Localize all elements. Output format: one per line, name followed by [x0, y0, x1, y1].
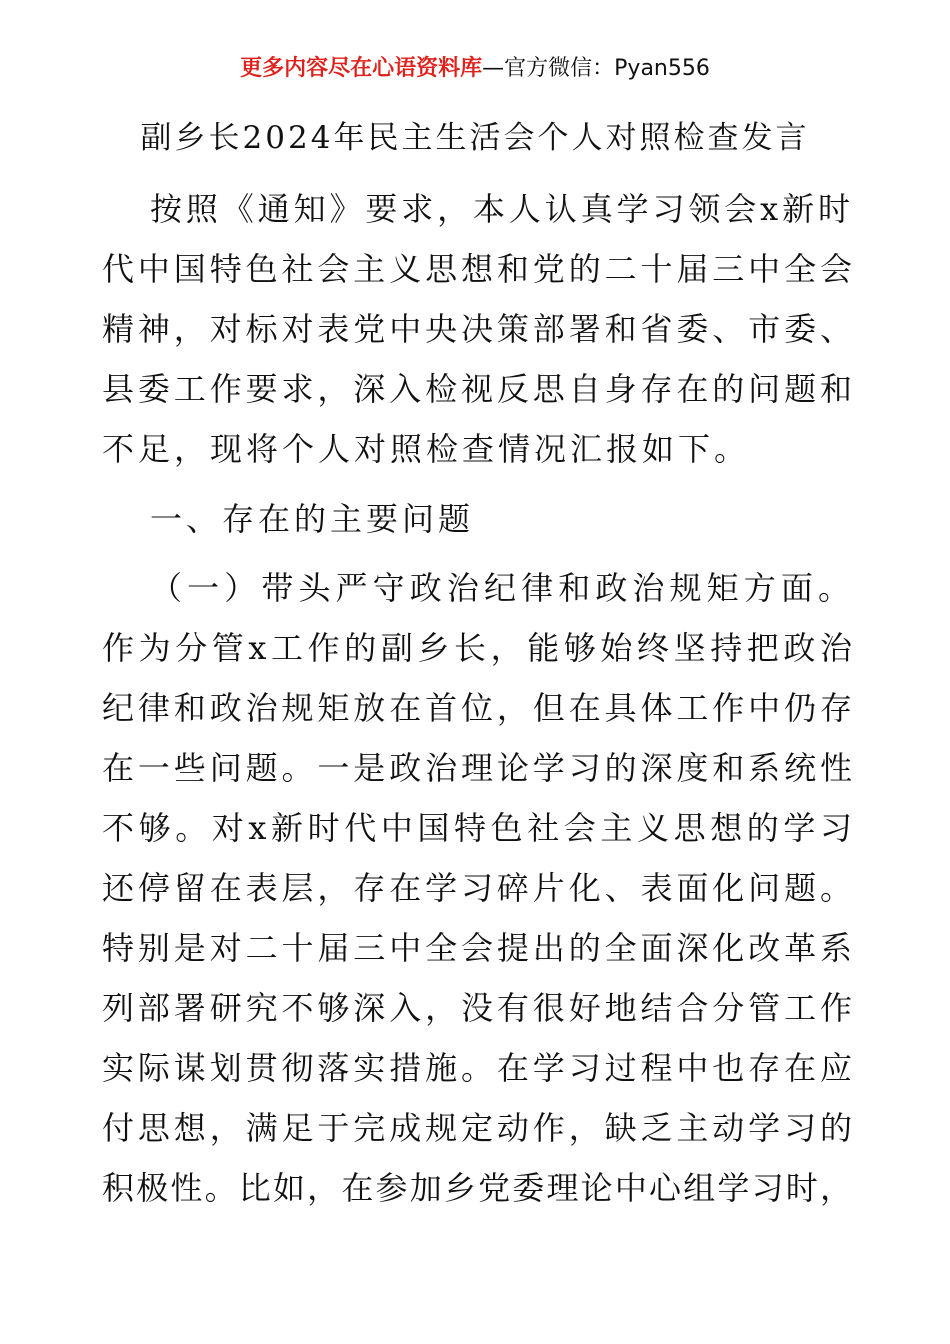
section-heading: 一、存在的主要问题: [150, 500, 475, 538]
paragraph-line: 不足，现将个人对照检查情况汇报如下。: [102, 430, 751, 468]
banner-red-text: 更多内容尽在心语资料库: [240, 56, 483, 81]
paragraph-line: 不够。对x新时代中国特色社会主义思想的学习: [102, 809, 852, 847]
paragraph-line: 特别是对二十届三中全会提出的全面深化改革系: [102, 929, 852, 967]
banner-wechat-text: —官方微信：Pyan556: [482, 56, 710, 81]
paragraph-line: 按照《通知》要求，本人认真学习领会x新时: [150, 190, 850, 228]
paragraph-line: 列部署研究不够深入，没有很好地结合分管工作: [102, 989, 852, 1027]
paragraph-line: 代中国特色社会主义思想和党的二十届三中全会: [102, 250, 852, 288]
paragraph-line: 县委工作要求，深入检视反思自身存在的问题和: [102, 370, 852, 408]
document-title: 副乡长2024年民主生活会个人对照检查发言: [140, 120, 810, 156]
paragraph-line: 积极性。比如，在参加乡党委理论中心组学习时，: [102, 1169, 852, 1207]
paragraph-line: 在一些问题。一是政治理论学习的深度和系统性: [102, 749, 852, 787]
source-banner: [0, 54, 950, 84]
paragraph-line: 精神，对标对表党中央决策部署和省委、市委、: [102, 310, 852, 348]
paragraph-line: 纪律和政治规矩放在首位，但在具体工作中仍存: [102, 689, 852, 727]
subsection-heading: （一）带头严守政治纪律和政治规矩方面。: [150, 569, 850, 607]
paragraph-line: 付思想，满足于完成规定动作，缺乏主动学习的: [102, 1109, 852, 1147]
paragraph-line: 作为分管x工作的副乡长，能够始终坚持把政治: [102, 629, 852, 667]
paragraph-line: 还停留在表层，存在学习碎片化、表面化问题。: [102, 869, 852, 907]
paragraph-line: 实际谋划贯彻落实措施。在学习过程中也存在应: [102, 1049, 852, 1087]
